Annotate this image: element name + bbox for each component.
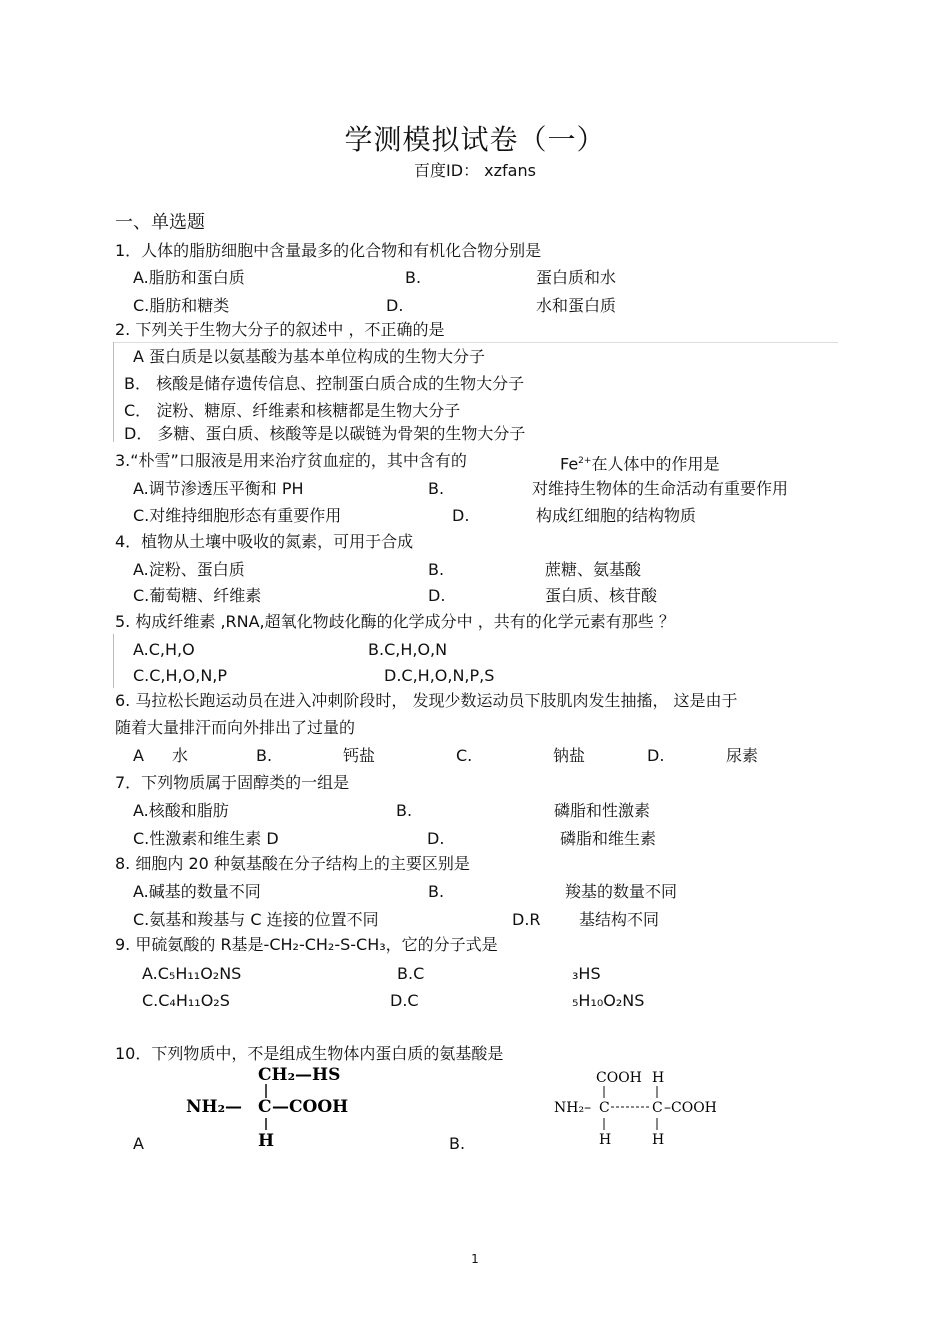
mol-b-top1: COOH [596,1070,642,1086]
option-7b: 磷脂和性激素 [554,801,651,820]
option-4d-letter: D. [428,586,446,605]
option-6b: 钙盐 [343,746,376,765]
question-stem-8: 8. 细胞内 20 种氨基酸在分子结构上的主要区别是 [115,854,470,873]
option-2a: A 蛋白质是以氨基酸为基本单位构成的生物大分子 [133,347,486,366]
mol-b-c2: C [652,1100,663,1116]
option-2c: C． 淀粉、糖原、纤维素和核糖都是生物大分子 [124,401,461,420]
option-6c: 钠盐 [553,746,586,765]
option-4b: 蔗糖、氨基酸 [545,560,642,579]
option-2d: D． 多糖、蛋白质、核酸等是以碳链为骨架的生物大分子 [124,424,526,443]
option-6a: 水 [172,746,189,765]
option-8b: 羧基的数量不同 [565,882,678,901]
option-7d-letter: D. [427,829,445,848]
question-stem-6b: 随着大量排汗而向外排出了过量的 [115,718,356,737]
option-3b: 对维持生物体的生命活动有重要作用 [532,479,789,498]
option-2b: B． 核酸是储存遗传信息、控制蛋白质合成的生物大分子 [124,374,525,393]
option-7a: A.核酸和脂肪 [133,801,229,820]
option-3a: A.调节渗透压平衡和 PH [133,479,304,498]
option-3d: 构成红细胞的结构物质 [536,506,697,525]
question-stem-5: 5. 构成纤维素 ,RNA,超氧化物歧化酶的化学成分中 ，共有的化学元素有那些 ？ [115,612,675,631]
option-9c: C.C₄H₁₁O₂S [142,991,230,1010]
fe-charge: 2+ [578,456,592,466]
question-stem-2: 2. 下列关于生物大分子的叙述中 ，不正确的是 [115,320,445,339]
option-8a: A.碱基的数量不同 [133,882,261,901]
option-6d-letter: D. [647,746,665,765]
option-3b-letter: B. [428,479,445,498]
option-10b-letter: B. [449,1134,466,1153]
mol-b-bottom1: H [599,1132,612,1148]
option-6d: 尿素 [726,746,759,765]
question-stem-6a: 6. 马拉松长跑运动员在进入冲刺阶段时， 发现少数运动员下肢肌肉发生抽搐， 这是由于 [115,691,738,710]
mol-a-left: NH₂— [186,1097,243,1117]
option-1a: A.脂肪和蛋白质 [133,268,245,287]
question-stem-4: 4．植物从土壤中吸收的氮素，可用于合成 [115,532,414,551]
molecule-a-structure [180,1062,380,1152]
option-bracket [113,634,114,688]
question-stem-7: 7．下列物质属于固醇类的一组是 [115,773,350,792]
page-title: 学测模拟试卷（一） [344,123,606,156]
option-4a: A.淀粉、蛋白质 [133,560,245,579]
option-5c: C.C,H,O,N,P [133,666,228,685]
page-number: 1 [471,1252,479,1266]
page-subtitle: 百度ID： xzfans [414,161,536,180]
option-10a-letter: A [133,1134,144,1153]
option-6a-letter: A [133,746,144,765]
option-8d-letter: D.R [512,910,541,929]
mol-b-bottom2: H [652,1132,665,1148]
option-9d: ₅H₁₀O₂NS [572,991,645,1010]
option-4b-letter: B. [428,560,445,579]
option-1c: C.脂肪和糖类 [133,296,230,315]
option-6b-letter: B. [256,746,273,765]
mol-a-top: CH₂—HS [258,1065,341,1085]
option-1b-letter: B. [405,268,422,287]
question-stem-9: 9. 甲硫氨酸的 R基是-CH₂-CH₂-S-CH₃，它的分子式是 [115,935,498,954]
mol-b-left: NH₂– [554,1100,592,1116]
question-stem-3-fe [560,451,719,474]
mol-b-top2: H [652,1070,665,1086]
option-9b: ₃HS [572,964,601,983]
option-5b: B.C,H,O,N [368,640,448,659]
mol-a-bottom: H [258,1131,275,1151]
option-5d: D.C,H,O,N,P,S [384,666,495,685]
option-4d: 蛋白质、核苷酸 [545,586,658,605]
molecule-b-structure [550,1062,740,1152]
question-stem-3b: 在人体中的作用是 [591,454,720,474]
question-stem-3a: 3.“朴雪”口服液是用来治疗贫血症的，其中含有的 [115,451,467,470]
option-6c-letter: C. [456,746,473,765]
option-1b: 蛋白质和水 [536,268,617,287]
divider [113,342,838,343]
option-1d-letter: D. [386,296,404,315]
mol-a-right: —COOH [272,1097,349,1117]
question-stem-1: 1．人体的脂肪细胞中含量最多的化合物和有机化合物分别是 [115,241,542,260]
mol-b-c1: C [599,1100,610,1116]
mol-a-center: C [258,1097,272,1117]
option-4c: C.葡萄糖、纤维素 [133,586,262,605]
option-8d: 基结构不同 [579,910,660,929]
option-8b-letter: B. [428,882,445,901]
section-heading: 一、单选题 [115,212,205,233]
option-7b-letter: B. [396,801,413,820]
option-1d: 水和蛋白质 [536,296,617,315]
option-8c: C.氨基和羧基与 C 连接的位置不同 [133,910,379,929]
mol-b-right: –COOH [664,1100,717,1116]
option-5a: A.C,H,O [133,640,195,659]
option-bracket [113,342,114,442]
option-9a: A.C₅H₁₁O₂NS [142,964,242,983]
question-stem-10: 10．下列物质中，不是组成生物体内蛋白质的氨基酸是 [115,1044,504,1063]
fe-symbol: Fe [560,454,579,474]
option-9d-letter: D.C [390,991,419,1010]
option-7c: C.性激素和维生素 D [133,829,279,848]
option-3d-letter: D. [452,506,470,525]
option-9b-letter: B.C [397,964,425,983]
option-3c: C.对维持细胞形态有重要作用 [133,506,342,525]
option-7d: 磷脂和维生素 [560,829,657,848]
